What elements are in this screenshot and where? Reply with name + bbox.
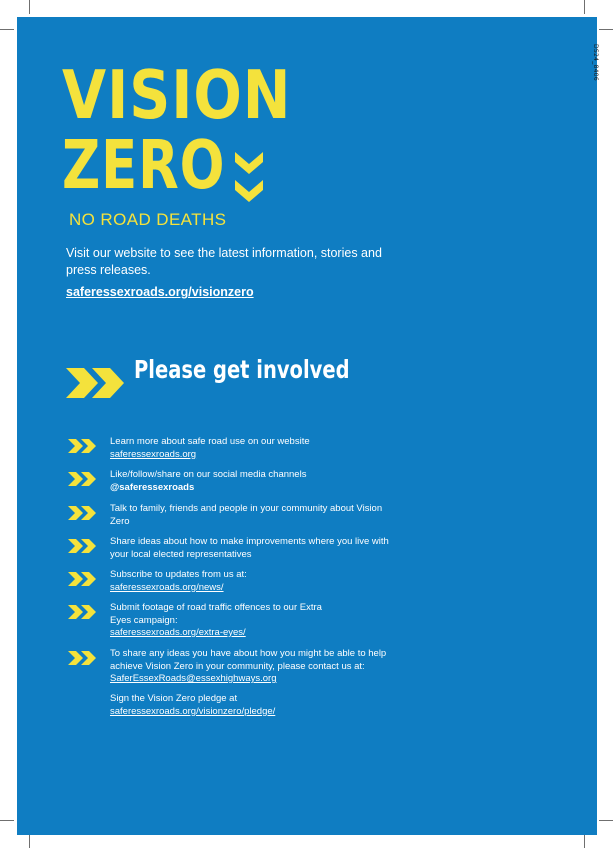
double-chevron-bullet-icon: [66, 602, 102, 622]
double-chevron-bullet-icon: [66, 648, 102, 668]
pledge-link[interactable]: saferessexroads.org/visionzero/pledge/: [110, 705, 276, 717]
double-chevron-bullet-icon: [66, 503, 102, 523]
item-text: Learn more about safe road use on our website: [110, 436, 310, 447]
item-text: Talk to family, friends and people in your community about Vision Zero: [110, 503, 383, 527]
contact-email-link[interactable]: SaferEssexRoads@essexhighways.org: [110, 673, 277, 684]
social-handle: @saferessexroads: [110, 481, 195, 493]
double-chevron-right-icon: [62, 360, 132, 406]
logo-vision: VISION: [62, 56, 292, 135]
double-chevron-bullet-icon: [66, 436, 102, 456]
crop-mark: [584, 834, 585, 848]
item-text: Like/follow/share on our social media channels: [110, 469, 307, 480]
item-text: Sign the Vision Zero pledge at: [110, 693, 238, 704]
logo-zero: ZERO: [62, 126, 226, 205]
crop-mark: [29, 834, 30, 848]
crop-mark: [584, 0, 585, 14]
crop-mark: [0, 820, 14, 821]
intro-text: Visit our website to see the latest information, stories and press releases.: [66, 246, 382, 277]
crop-mark: [0, 29, 14, 30]
item-link[interactable]: saferessexroads.org: [110, 448, 197, 460]
double-chevron-bullet-icon: [66, 536, 102, 556]
document-code: DS24_8406: [592, 44, 599, 82]
double-chevron-bullet-icon: [66, 469, 102, 489]
crop-mark: [29, 0, 30, 14]
crop-mark: [599, 29, 613, 30]
item-text: Subscribe to updates from us at:: [110, 569, 247, 580]
item-link[interactable]: saferessexroads.org/news/: [110, 581, 224, 593]
logo-chevrons-down-icon: [231, 146, 267, 216]
item-text: Submit footage of road traffic offences to our Extra Eyes campaign:: [110, 602, 322, 626]
double-chevron-bullet-icon: [66, 569, 102, 589]
vision-zero-website-link[interactable]: saferessexroads.org/visionzero: [66, 285, 254, 299]
item-text: To share any ideas you have about how you might be able to help achieve Vision Zero in your community, please contact us at:: [110, 648, 387, 672]
tagline: NO ROAD DEATHS: [69, 210, 227, 229]
involved-heading: Please get involved: [134, 355, 350, 384]
item-link[interactable]: saferessexroads.org/extra-eyes/: [110, 627, 246, 638]
crop-mark: [599, 820, 613, 821]
item-text: Share ideas about how to make improvements where you live with your local elected representatives: [110, 536, 389, 560]
